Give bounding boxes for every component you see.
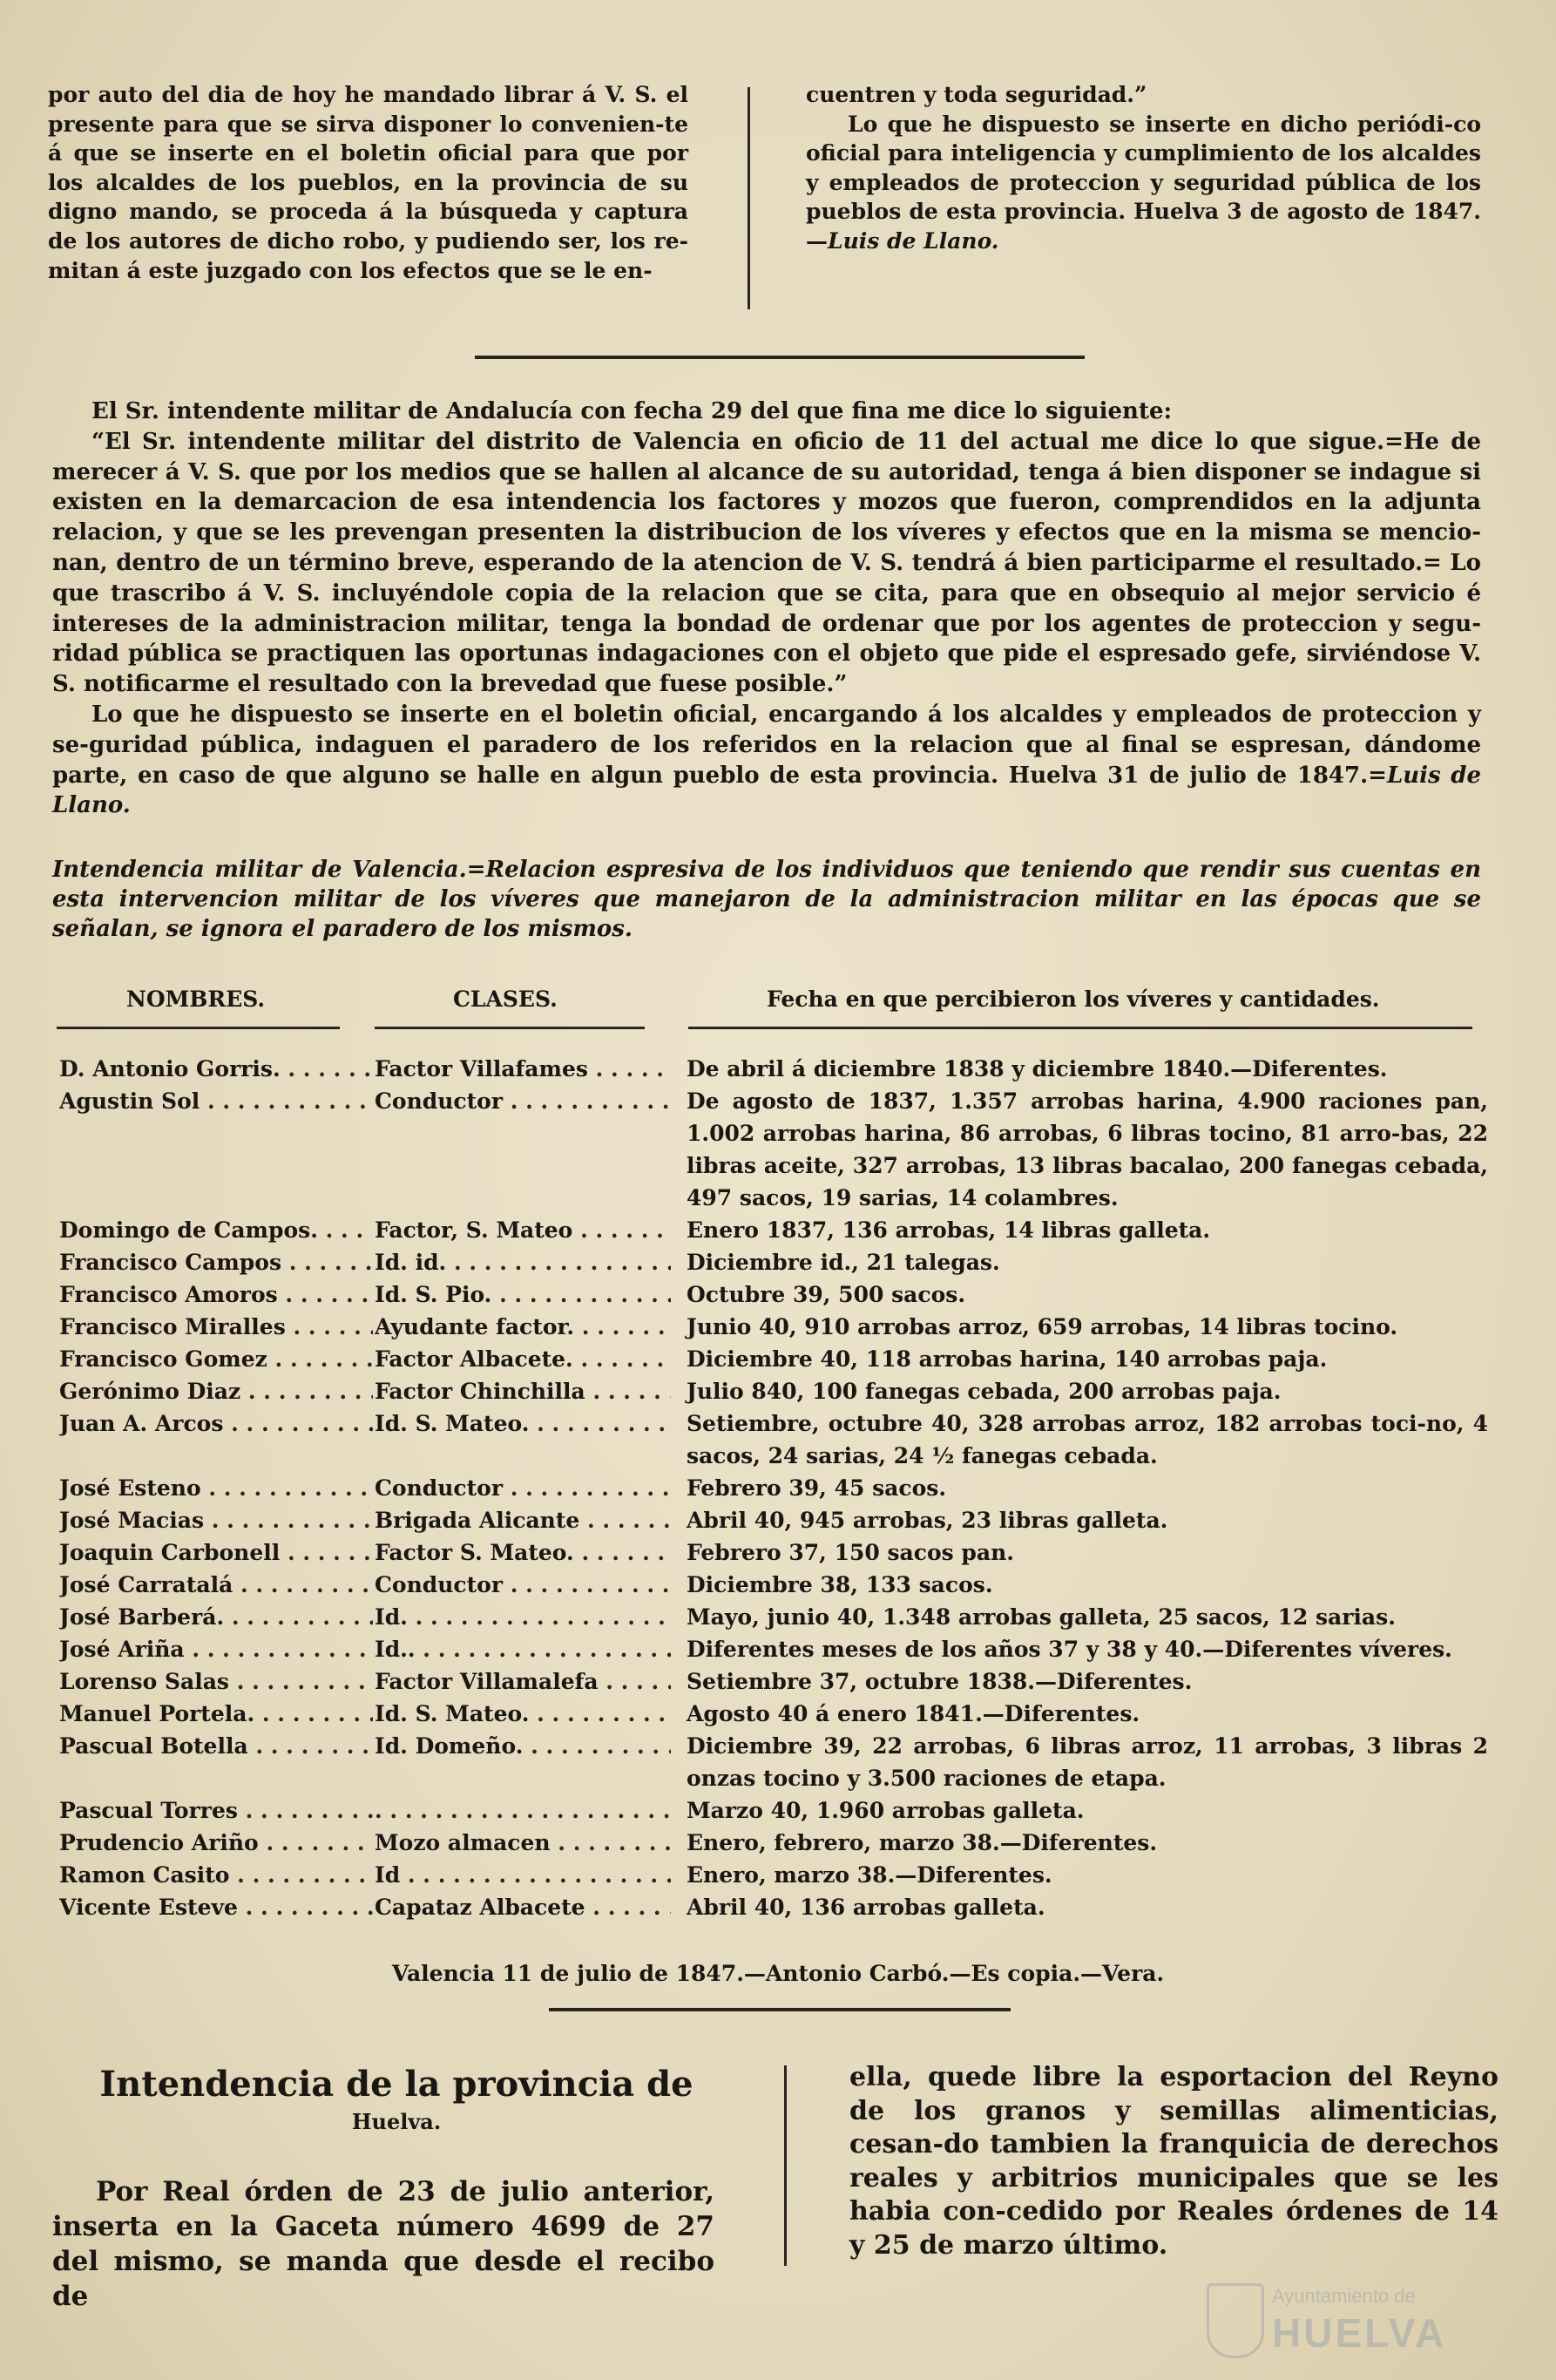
row-nombre: Lorenso Salas . . . xyxy=(59,1665,373,1698)
row-fecha: Setiembre 37, octubre 1838.—Diferentes. xyxy=(687,1669,1193,1694)
row-nombre: Francisco Amoros . . . xyxy=(59,1278,373,1311)
column-divider xyxy=(748,87,750,309)
row-clase: Id. S. Pio. . . . xyxy=(375,1278,671,1311)
row-nombre: José Ariña . . . xyxy=(59,1633,373,1665)
bottom-right-text: ella, quede libre la esportacion del Reyno de los granos y semillas alimenticias, cesan-do tambien la franquicia de derechos reales y arbitrios municipales que se les habia con-cedido por Reales órdenes de 14 y 25 de marzo último. xyxy=(849,2062,1498,2261)
top-right-signature: Luis de Llano. xyxy=(828,227,999,254)
row-fecha: Febrero 37, 150 sacos pan. xyxy=(687,1540,1014,1565)
row-fecha: Enero, febrero, marzo 38.—Diferentes. xyxy=(687,1830,1158,1855)
row-fecha: Diciembre 38, 133 sacos. xyxy=(687,1572,993,1597)
row-clase xyxy=(375,1794,671,1827)
row-fecha: De agosto de 1837, 1.357 arrobas harina, 4.900 raciones pan, 1.002 arrobas harina, 86 arrobas, 6 libras tocino, 81 arro-bas, 22 libras aceite, 327 arrobas, 13 libras bacalao, 200 fanegas cebada, 497 sacos, 19 sarias, 14 colambres. xyxy=(687,1088,1488,1210)
table-row xyxy=(59,1698,1488,1730)
row-clase: Id. Domeño. . . . xyxy=(375,1730,671,1762)
table-row xyxy=(59,1827,1488,1859)
row-fecha: Setiembre, octubre 40, 328 arrobas arroz, 182 arrobas toci-no, 4 sacos, 24 sarias, 24 ½ fanegas cebada. xyxy=(687,1411,1488,1468)
row-clase: Id.. . . . xyxy=(375,1633,671,1665)
row-fecha: Diciembre 39, 22 arrobas, 6 libras arroz, 11 arrobas, 3 libras 2 onzas tocino y 3.500 raciones de etapa. xyxy=(687,1733,1488,1791)
table-row xyxy=(59,1601,1488,1633)
row-fecha: Julio 840, 100 fanegas cebada, 200 arrobas paja. xyxy=(687,1379,1282,1404)
row-nombre: Domingo de Campos. . . . xyxy=(59,1214,373,1246)
row-nombre: Francisco Miralles . . . xyxy=(59,1311,373,1343)
table-row xyxy=(59,1665,1488,1698)
table-row xyxy=(59,1085,1488,1214)
top-left-column xyxy=(48,80,688,285)
row-clase: Conductor . . . xyxy=(375,1472,671,1504)
row-fecha: Febrero 39, 45 sacos. xyxy=(687,1475,947,1501)
header-underline-clases xyxy=(375,1027,645,1029)
row-clase: Id. S. Mateo. . . . xyxy=(375,1407,671,1440)
table-row xyxy=(59,1536,1488,1569)
row-clase: Id. S. Mateo. . . . xyxy=(375,1698,671,1730)
body-paragraph-3 xyxy=(52,700,1481,821)
table-row xyxy=(59,1891,1488,1923)
row-clase: Id. . . . xyxy=(375,1601,671,1633)
table-row xyxy=(59,1730,1488,1794)
row-fecha: Marzo 40, 1.960 arrobas galleta. xyxy=(687,1798,1085,1823)
row-clase: Brigada Alicante . . . xyxy=(375,1504,671,1536)
relacion-heading: Intendencia militar de Valencia.=Relacion espresiva de los individuos que teniendo que rendir sus cuentas en esta intervencion militar de los víveres que manejaron de la administracion militar en las épocas que se señalan, se ignora el paradero de los mismos. xyxy=(52,857,1481,942)
top-right-column xyxy=(806,80,1481,256)
row-fecha: Junio 40, 910 arrobas arroz, 659 arrobas, 14 libras tocino. xyxy=(687,1314,1398,1339)
row-fecha: Diciembre id., 21 talegas. xyxy=(687,1250,1000,1275)
table-body xyxy=(59,1053,1488,1923)
table-row xyxy=(59,1343,1488,1375)
row-nombre: Vicente Esteve . . . xyxy=(59,1891,373,1923)
row-clase: Factor Villafames . . . xyxy=(375,1053,671,1085)
watermark-big: HUELVA xyxy=(1272,2310,1447,2356)
row-fecha: Mayo, junio 40, 1.348 arrobas galleta, 25 sacos, 12 sarias. xyxy=(687,1604,1396,1630)
row-nombre: Pascual Torres . . . xyxy=(59,1794,373,1827)
row-clase: Factor Chinchilla . . . xyxy=(375,1375,671,1407)
top-right-text: Lo que he dispuesto se inserte en dicho periódi-co oficial para inteligencia y cumplimiento de los alcaldes y empleados de proteccion y seguridad pública de los pueblos de esta provincia. Huelva 3 de agosto de 1847.— xyxy=(806,111,1481,254)
row-clase: Factor Villamalefa . . . xyxy=(375,1665,671,1698)
row-fecha: Agosto 40 á enero 1841.—Diferentes. xyxy=(687,1701,1140,1726)
row-clase: Id . . . xyxy=(375,1859,671,1891)
row-fecha: Octubre 39, 500 sacos. xyxy=(687,1282,966,1307)
section-divider-2 xyxy=(549,2008,1011,2011)
column-divider-bottom xyxy=(784,2065,787,2266)
row-nombre: José Esteno . . . xyxy=(59,1472,373,1504)
table-row xyxy=(59,1246,1488,1278)
row-fecha: Diciembre 40, 118 arrobas harina, 140 arrobas paja. xyxy=(687,1346,1328,1372)
row-nombre: Francisco Campos . . . xyxy=(59,1246,373,1278)
table-row xyxy=(59,1214,1488,1246)
watermark-top: Ayuntamiento de xyxy=(1272,2285,1416,2307)
header-underline-fecha xyxy=(688,1027,1472,1029)
table-row xyxy=(59,1794,1488,1827)
row-clase: Ayudante factor. . . . xyxy=(375,1311,671,1343)
row-fecha: Enero 1837, 136 arrobas, 14 libras galleta. xyxy=(687,1217,1211,1243)
row-clase: Factor S. Mateo. . . . xyxy=(375,1536,671,1569)
row-clase: Id. id. . . . xyxy=(375,1246,671,1278)
header-clases: CLASES. xyxy=(453,987,558,1012)
row-nombre: Ramon Casito . . . xyxy=(59,1859,373,1891)
section-divider xyxy=(475,356,1085,359)
section-title: Intendencia de la provincia de xyxy=(99,2064,693,2105)
row-fecha: Enero, marzo 38.—Diferentes. xyxy=(687,1862,1052,1888)
table-row xyxy=(59,1375,1488,1407)
top-left-text: por auto del dia de hoy he mandado librar á V. S. el presente para que se sirva disponer lo convenien-te á que se inserte en el boletin oficial para que por los alcaldes de los pueblos, en la provincia de su digno mando, se proceda á la búsqueda y captura de los autores de dicho robo, y pudiendo ser, los re-mitan á este juzgado con los efectos que se le en- xyxy=(48,82,688,283)
row-clase: Mozo almacen . . . xyxy=(375,1827,671,1859)
row-fecha: Abril 40, 136 arrobas galleta. xyxy=(687,1895,1045,1920)
bottom-left-text: Por Real órden de 23 de julio anterior, inserta en la Gaceta número 4699 de 27 del mismo, se manda que desde el recibo de xyxy=(52,2176,714,2312)
row-clase: Conductor . . . xyxy=(375,1569,671,1601)
body-signature: Luis de Llano. xyxy=(52,762,1481,819)
body-paragraph-1: El Sr. intendente militar de Andalucía con fecha 29 del que fina me dice lo siguiente: xyxy=(91,398,1173,424)
row-clase: Capataz Albacete . . . xyxy=(375,1891,671,1923)
header-underline-nombres xyxy=(57,1027,340,1029)
row-nombre: Prudencio Ariño . . . xyxy=(59,1827,373,1859)
row-nombre: Manuel Portela. . . . xyxy=(59,1698,373,1730)
row-fecha: Diferentes meses de los años 37 y 38 y 40.—Diferentes víveres. xyxy=(687,1637,1452,1662)
watermark xyxy=(1207,2275,1503,2362)
row-nombre: Pascual Botella . . . xyxy=(59,1730,373,1762)
row-clase: Factor, S. Mateo . . . xyxy=(375,1214,671,1246)
row-fecha: Abril 40, 945 arrobas, 23 libras galleta. xyxy=(687,1508,1168,1533)
row-nombre: Francisco Gomez . . . xyxy=(59,1343,373,1375)
table-row xyxy=(59,1504,1488,1536)
table-signature: Valencia 11 de julio de 1847.—Antonio Carbó.—Es copia.—Vera. xyxy=(391,1961,1165,1986)
row-nombre: Joaquin Carbonell . . . xyxy=(59,1536,373,1569)
table-row xyxy=(59,1569,1488,1601)
shield-icon xyxy=(1207,2283,1264,2358)
table-row xyxy=(59,1859,1488,1891)
body-paragraph-3-text: Lo que he dispuesto se inserte en el boletin oficial, encargando á los alcaldes y empleados de proteccion y se-guridad pública, indaguen el paradero de los referidos en la relacion que al final se espresan, dándome parte, en caso de que alguno se halle en algun pueblo de esta provincia. Huelva 31 de julio de 1847.= xyxy=(52,701,1481,789)
main-body xyxy=(52,397,1481,821)
row-clase: Factor Albacete. . . . xyxy=(375,1343,671,1375)
row-nombre: Juan A. Arcos . . . xyxy=(59,1407,373,1440)
header-nombres: NOMBRES. xyxy=(126,987,266,1012)
top-right-paragraph xyxy=(806,110,1481,256)
row-clase: Conductor . . . xyxy=(375,1085,671,1117)
table-row xyxy=(59,1407,1488,1472)
row-nombre: José Carratalá . . . xyxy=(59,1569,373,1601)
row-nombre: José Barberá. . . . xyxy=(59,1601,373,1633)
row-nombre: D. Antonio Gorris. . . . xyxy=(59,1053,373,1085)
row-nombre: Agustin Sol . . . xyxy=(59,1085,373,1117)
row-fecha: De abril á diciembre 1838 y diciembre 1840.—Diferentes. xyxy=(687,1056,1388,1082)
table-row xyxy=(59,1311,1488,1343)
row-nombre: Gerónimo Diaz . . . xyxy=(59,1375,373,1407)
table-header xyxy=(57,987,1485,1021)
table-row xyxy=(59,1472,1488,1504)
top-right-line1: cuentren y toda seguridad.” xyxy=(806,82,1147,107)
header-fecha: Fecha en que percibieron los víveres y cantidades. xyxy=(767,987,1380,1012)
table-row xyxy=(59,1053,1488,1085)
table-row xyxy=(59,1278,1488,1311)
table-row xyxy=(59,1633,1488,1665)
row-nombre: José Macias . . . xyxy=(59,1504,373,1536)
body-paragraph-2: “El Sr. intendente militar del distrito de Valencia en oficio de 11 del actual me dice lo que sigue.=He de merecer á V. S. que por los medios que se hallen al alcance de su autoridad, tenga á bien disponer se indague si existen en la demarcacion de esa intendencia los factores y mozos que fueron, comprendidos en la adjunta relacion, y que se les prevengan presenten la distribucion de los víveres y efectos que en la misma se mencio-nan, dentro de un término breve, esperando de la atencion de V. S. tendrá á bien participarme el resultado.= Lo que trascribo á V. S. incluyéndole copia de la relacion que se cita, para que en obsequio al mejor servicio é intereses de la administracion militar, tenga la bondad de ordenar que por los agentes de proteccion y segu-ridad pública se practiquen las oportunas indagaciones con el objeto que pide el espresado gefe, sirviéndose V. S. notificarme el resultado con la brevedad que fuese posible.” xyxy=(52,428,1481,698)
section-subtitle: Huelva. xyxy=(351,2109,442,2134)
